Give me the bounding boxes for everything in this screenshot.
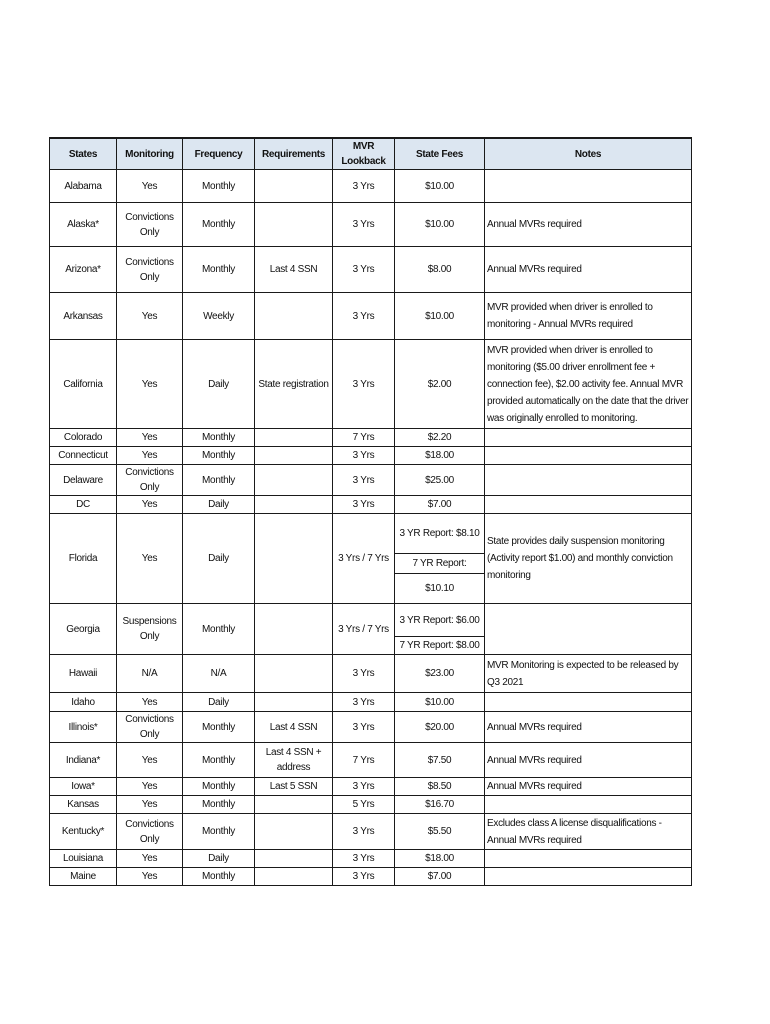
cell-fees: $16.70 [395,796,485,814]
cell-requirements [255,604,333,655]
cell-state: Alaska* [50,203,117,247]
cell-lookback: 3 Yrs [333,850,395,868]
cell-requirements [255,850,333,868]
cell-frequency: Monthly [183,247,255,293]
table-row [50,868,692,886]
cell-requirements [255,868,333,886]
cell-state: Kentucky* [50,814,117,850]
cell-requirements [255,693,333,712]
cell-fees: $20.00 [395,712,485,743]
table-row [50,447,692,465]
table-row [50,496,692,514]
cell-requirements [255,655,333,693]
cell-lookback: 3 Yrs / 7 Yrs [333,604,395,655]
cell-fees: $10.00 [395,203,485,247]
cell-notes [485,868,692,886]
cell-fees-7yr: 7 YR Report: $8.00 [395,637,485,655]
cell-frequency: Monthly [183,712,255,743]
cell-fees-7yr: 7 YR Report: [395,554,485,574]
cell-monitoring: Convictions Only [117,465,183,496]
table-row [50,247,692,293]
table-row [50,796,692,814]
cell-lookback: 5 Yrs [333,796,395,814]
cell-notes: Annual MVRs required [485,203,692,247]
cell-frequency: Monthly [183,814,255,850]
cell-fees: $25.00 [395,465,485,496]
cell-lookback: 3 Yrs [333,693,395,712]
cell-notes [485,850,692,868]
cell-frequency: N/A [183,655,255,693]
cell-state: Delaware [50,465,117,496]
cell-notes: MVR Monitoring is expected to be released by Q3 2021 [485,655,692,693]
cell-fees: $10.00 [395,293,485,340]
cell-notes [485,496,692,514]
table-row [50,340,692,429]
cell-lookback: 3 Yrs [333,814,395,850]
cell-requirements: Last 4 SSN [255,247,333,293]
cell-notes [485,465,692,496]
cell-fees: $8.50 [395,778,485,796]
cell-fees: $7.00 [395,868,485,886]
cell-state: Georgia [50,604,117,655]
cell-requirements [255,447,333,465]
cell-monitoring: Yes [117,447,183,465]
cell-state: Florida [50,514,117,604]
cell-frequency: Monthly [183,447,255,465]
cell-monitoring: Yes [117,293,183,340]
cell-monitoring: Suspensions Only [117,604,183,655]
cell-requirements [255,796,333,814]
header-monitoring: Monitoring [117,138,183,170]
cell-fees: $10.00 [395,693,485,712]
cell-lookback: 3 Yrs [333,247,395,293]
header-row [50,138,692,170]
cell-fees: $7.50 [395,743,485,778]
cell-lookback: 3 Yrs [333,778,395,796]
cell-notes [485,604,692,655]
table-row [50,293,692,340]
cell-frequency: Daily [183,496,255,514]
cell-requirements [255,514,333,604]
cell-frequency: Daily [183,693,255,712]
table-row [50,429,692,447]
cell-state: Illinois* [50,712,117,743]
cell-monitoring: Yes [117,514,183,604]
table-row [50,203,692,247]
cell-requirements [255,170,333,203]
cell-frequency: Monthly [183,465,255,496]
cell-notes [485,693,692,712]
table-row [50,712,692,743]
table-row [50,693,692,712]
cell-lookback: 3 Yrs [333,293,395,340]
cell-state: Idaho [50,693,117,712]
table-row-florida [50,514,692,554]
cell-monitoring: Yes [117,429,183,447]
cell-monitoring: Yes [117,693,183,712]
cell-monitoring: Convictions Only [117,814,183,850]
cell-fees-3yr: 3 YR Report: $6.00 [395,604,485,637]
cell-requirements: Last 4 SSN [255,712,333,743]
cell-requirements [255,814,333,850]
cell-notes [485,170,692,203]
header-mvr-lookback: MVR Lookback [333,138,395,170]
cell-frequency: Monthly [183,868,255,886]
cell-state: Louisiana [50,850,117,868]
cell-fees: $23.00 [395,655,485,693]
cell-requirements [255,293,333,340]
cell-fees: $10.00 [395,170,485,203]
cell-monitoring: Yes [117,340,183,429]
cell-requirements [255,429,333,447]
table-row [50,655,692,693]
cell-frequency: Monthly [183,778,255,796]
cell-monitoring: Convictions Only [117,712,183,743]
cell-frequency: Monthly [183,203,255,247]
cell-state: Arizona* [50,247,117,293]
table-row [50,814,692,850]
cell-monitoring: Yes [117,796,183,814]
cell-fees: $2.20 [395,429,485,447]
table-row [50,850,692,868]
cell-state: Maine [50,868,117,886]
cell-frequency: Daily [183,340,255,429]
header-frequency: Frequency [183,138,255,170]
cell-frequency: Weekly [183,293,255,340]
cell-lookback: 3 Yrs [333,465,395,496]
cell-frequency: Monthly [183,429,255,447]
cell-notes: MVR provided when driver is enrolled to monitoring - Annual MVRs required [485,293,692,340]
table-row [50,778,692,796]
cell-state: Colorado [50,429,117,447]
state-mvr-table [49,137,692,886]
cell-lookback: 3 Yrs [333,203,395,247]
cell-state: California [50,340,117,429]
cell-state: Arkansas [50,293,117,340]
cell-state: Alabama [50,170,117,203]
cell-state: Kansas [50,796,117,814]
cell-notes: Annual MVRs required [485,712,692,743]
cell-monitoring: Convictions Only [117,247,183,293]
cell-notes: Annual MVRs required [485,778,692,796]
header-requirements: Requirements [255,138,333,170]
cell-requirements: Last 5 SSN [255,778,333,796]
table-row [50,743,692,778]
cell-frequency: Daily [183,850,255,868]
cell-state: Indiana* [50,743,117,778]
cell-monitoring: Yes [117,850,183,868]
cell-lookback: 3 Yrs [333,496,395,514]
table-row [50,170,692,203]
cell-fees: $2.00 [395,340,485,429]
cell-lookback: 3 Yrs [333,712,395,743]
cell-notes [485,447,692,465]
cell-notes [485,796,692,814]
cell-lookback: 7 Yrs [333,429,395,447]
cell-lookback: 3 Yrs [333,447,395,465]
cell-lookback: 3 Yrs [333,868,395,886]
cell-notes: Annual MVRs required [485,743,692,778]
cell-requirements [255,496,333,514]
table-row [50,465,692,496]
cell-state: Hawaii [50,655,117,693]
cell-notes: MVR provided when driver is enrolled to monitoring ($5.00 driver enrollment fee + connection fee), $2.00 activity fee. Annual MVR provided automatically on the date that the driver was originally enrolled to monitoring. [485,340,692,429]
cell-monitoring: N/A [117,655,183,693]
cell-frequency: Monthly [183,796,255,814]
cell-notes: Excludes class A license disqualifications - Annual MVRs required [485,814,692,850]
cell-notes: State provides daily suspension monitoring (Activity report $1.00) and monthly conviction monitoring [485,514,692,604]
cell-requirements [255,203,333,247]
cell-lookback: 3 Yrs [333,655,395,693]
cell-lookback: 3 Yrs [333,340,395,429]
cell-monitoring: Yes [117,778,183,796]
cell-lookback: 3 Yrs [333,170,395,203]
header-states: States [50,138,117,170]
cell-fees: $5.50 [395,814,485,850]
cell-lookback: 7 Yrs [333,743,395,778]
cell-frequency: Monthly [183,170,255,203]
cell-fees: $18.00 [395,850,485,868]
cell-requirements [255,465,333,496]
cell-monitoring: Yes [117,170,183,203]
cell-frequency: Monthly [183,604,255,655]
cell-frequency: Monthly [183,743,255,778]
cell-requirements: State registration [255,340,333,429]
cell-monitoring: Yes [117,496,183,514]
cell-monitoring: Convictions Only [117,203,183,247]
cell-frequency: Daily [183,514,255,604]
cell-fees: $7.00 [395,496,485,514]
cell-state: DC [50,496,117,514]
cell-monitoring: Yes [117,868,183,886]
cell-monitoring: Yes [117,743,183,778]
cell-fees-7yr-value: $10.10 [395,574,485,604]
cell-fees: $8.00 [395,247,485,293]
cell-state: Connecticut [50,447,117,465]
cell-fees: $18.00 [395,447,485,465]
cell-notes: Annual MVRs required [485,247,692,293]
cell-lookback: 3 Yrs / 7 Yrs [333,514,395,604]
table-row-georgia [50,604,692,637]
cell-requirements: Last 4 SSN + address [255,743,333,778]
header-notes: Notes [485,138,692,170]
cell-state: Iowa* [50,778,117,796]
cell-fees-3yr: 3 YR Report: $8.10 [395,514,485,554]
cell-notes [485,429,692,447]
header-state-fees: State Fees [395,138,485,170]
